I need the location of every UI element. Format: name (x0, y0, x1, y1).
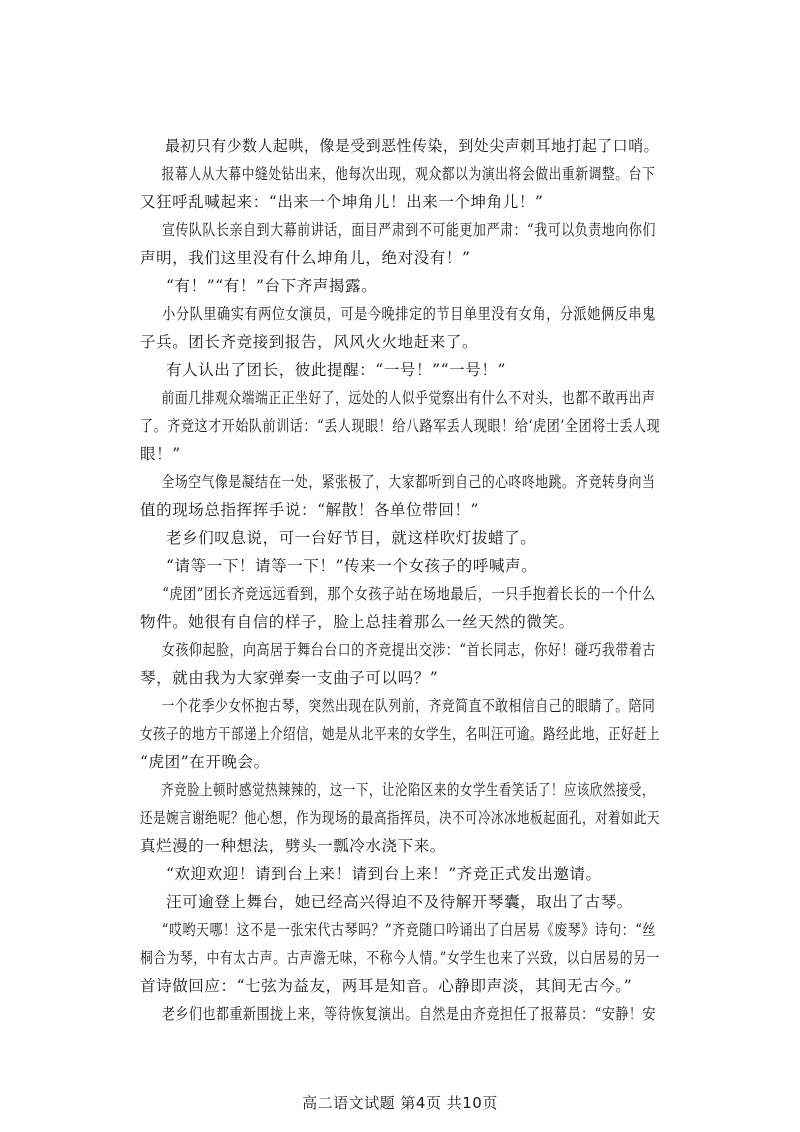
page-footer: 高二语文试题 第4页 共10页 (302, 1094, 498, 1112)
text-line: 小分队里确实有两位女演员，可是今晚排定的节目单里没有女角，分派她俩反串鬼 (162, 305, 656, 323)
text-line: 真烂漫的一种想法，劈头一瓢冷水浇下来。 (140, 837, 446, 855)
text-line: 宣传队队长亲自到大幕前讲话，面目严肃到不可能更加严肃：“我可以负责地向你们 (161, 221, 656, 239)
text-line: “请等一下！请等一下！”传来一个女孩子的呼喊声。 (166, 557, 538, 575)
text-line: 齐竞脸上顿时感觉热辣辣的，这一下，让沦陷区来的女学生看笑话了！应该欣然接受， (160, 781, 655, 799)
text-line: 老乡们也都重新围拢上来，等待恢复演出。自然是由齐竞担任了报幕员：“安静！安 (161, 1005, 656, 1023)
text-line: 了。齐竞这才开始队前训话：“丢人现眼！给八路军丢人现眼！给‘虎团’全团将士丢人现 (140, 417, 661, 435)
text-line: 女孩子的地方干部递上介绍信，她是从北平来的女学生，名叫汪可逾。路经此地，正好赶上 (140, 725, 661, 743)
text-line: 物件。她很有自信的样子，脸上总挂着那么一丝天然的微笑。 (140, 613, 575, 631)
text-line: 女孩仰起脸，向高居于舞台台口的齐竞提出交涉：“首长同志，你好！碰巧我带着古 (161, 641, 656, 659)
text-line: 汪可逾登上舞台，她已经高兴得迫不及待解开琴囊，取出了古琴。 (166, 893, 633, 911)
text-line: 前面几排观众端端正正坐好了，远处的人似乎觉察出有什么不对头，也都不敢再出声 (161, 389, 656, 407)
text-line: 老乡们叹息说，可一台好节目，就这样吹灯拔蜡了。 (166, 529, 537, 547)
text-line: 全场空气像是凝结在一处，紧张极了，大家都听到自己的心咚咚地跳。齐竞转身向当 (161, 473, 656, 491)
text-line: 子兵。团长齐竞接到报告，风风火火地赶来了。 (140, 333, 479, 351)
text-line: “哎哟天哪！这不是一张宋代古琴吗？”齐竞随口吟诵出了白居易《废琴》诗句：“丝 (161, 921, 656, 939)
text-line: 值的现场总指挥挥手说：“解散！各单位带回！” (140, 501, 480, 519)
text-line: 桐合为琴，中有太古声。古声澹无味，不称今人情。”女学生也来了兴致，以白居易的另一 (140, 949, 660, 967)
text-line: “欢迎欢迎！请到台上来！请到台上来！”齐竞正式发出邀请。 (166, 865, 602, 883)
article-body (140, 132, 660, 1028)
text-line: 眼！” (140, 445, 181, 463)
text-line: 一个花季少女怀抱古琴，突然出现在队列前，齐竞简直不敢相信自己的眼睛了。陪同 (161, 697, 656, 715)
text-line: 琴，就由我为大家弹奏一支曲子可以吗？” (140, 669, 439, 687)
text-line: 最初只有少数人起哄，像是受到恶性传染，到处尖声刺耳地打起了口哨。 (164, 137, 660, 155)
text-line: “虎团”在开晚会。 (140, 753, 270, 771)
text-line: “有！”“有！”台下齐声揭露。 (166, 277, 378, 295)
text-line: 还是婉言谢绝呢？他心想，作为现场的最高指挥员，决不可冷冰冰地板起面孔，对着如此天 (140, 809, 661, 827)
text-line: 报幕人从大幕中缝处钻出来，他每次出现，观众都以为演出将会做出重新调整。台下 (161, 165, 656, 183)
text-line: 有人认出了团长，彼此提醒：“一号！”“一号！” (166, 361, 506, 379)
text-line: “虎团”团长齐竞远远看到，那个女孩子站在场地最后，一只手抱着长长的一个什么 (162, 585, 656, 603)
text-line: 又狂呼乱喊起来：“出来一个坤角儿！出来一个坤角儿！” (140, 193, 544, 211)
text-line: 声明，我们这里没有什么坤角儿，绝对没有！” (140, 249, 471, 267)
text-line: 首诗做回应：“七弦为益友，两耳是知音。心静即声淡，其间无古今。” (140, 977, 633, 995)
